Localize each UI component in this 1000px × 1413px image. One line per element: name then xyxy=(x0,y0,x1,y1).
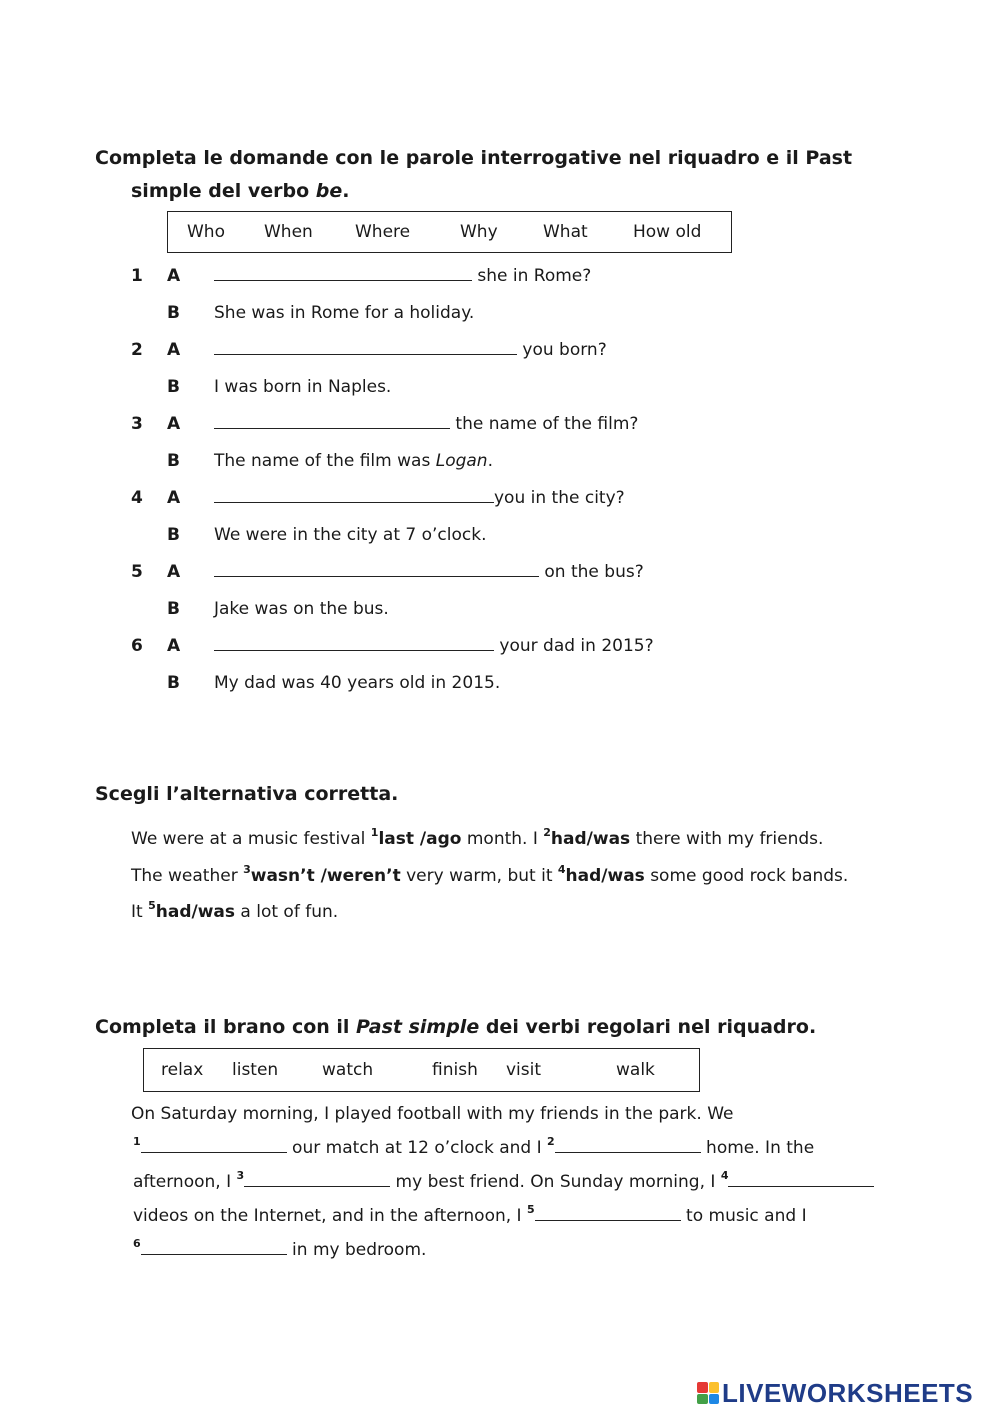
choice-3[interactable]: wasn’t /weren’t xyxy=(250,866,401,886)
exercise-3-line-2: $^1$ our match at 12 o’clock and I $^2$ home. In the xyxy=(133,1135,815,1158)
question-a: she in Rome? xyxy=(214,266,591,286)
exercise-3-title: Completa il brano con il Past simple dei verbi regolari nel riquadro. xyxy=(95,1016,817,1038)
item-letter-a: A xyxy=(167,562,181,582)
answer-blank[interactable] xyxy=(214,427,450,429)
word-how-old: How old xyxy=(633,222,702,242)
question-a: you born? xyxy=(214,340,607,360)
item-letter-b: B xyxy=(167,673,180,693)
verb-watch: watch xyxy=(322,1060,374,1080)
word-who: Who xyxy=(187,222,225,242)
choice-2[interactable]: had/was xyxy=(550,829,631,849)
gap-1[interactable] xyxy=(141,1151,287,1153)
exercise-3-line-3: afternoon, I $^3$ my best friend. On Sunday morning, I $^4$ xyxy=(133,1172,874,1192)
verb-relax: relax xyxy=(161,1060,204,1080)
gap-2[interactable] xyxy=(555,1151,701,1153)
item-number: 3 xyxy=(131,414,143,434)
item-number: 2 xyxy=(131,340,143,360)
choice-1[interactable]: last /ago xyxy=(378,829,462,849)
exercise-1-title-line2: simple del verbo be. xyxy=(131,180,350,202)
exercise-2-title: Scegli l’alternativa corretta. xyxy=(95,783,399,805)
item-letter-a: A xyxy=(167,414,181,434)
item-letter-a: A xyxy=(167,340,181,360)
answer-blank[interactable] xyxy=(214,575,539,577)
logo-text: LIVEWORKSHEETS xyxy=(722,1377,974,1408)
exercise-3-line-1: On Saturday morning, I played football with my friends in the park. We xyxy=(131,1104,734,1124)
verb-visit: visit xyxy=(506,1060,542,1080)
question-a: the name of the film? xyxy=(214,414,638,434)
item-letter-a: A xyxy=(167,636,181,656)
answer-b: My dad was 40 years old in 2015. xyxy=(214,673,501,693)
gap-6[interactable] xyxy=(141,1253,287,1255)
item-number: 4 xyxy=(131,488,143,508)
word-when: When xyxy=(264,222,313,242)
word-what: What xyxy=(543,222,588,242)
answer-b: Jake was on the bus. xyxy=(214,599,389,619)
question-a: your dad in 2015? xyxy=(214,636,654,656)
item-letter-a: A xyxy=(167,266,181,286)
question-words-box xyxy=(167,211,732,253)
item-number: 5 xyxy=(131,562,143,582)
answer-b: The name of the film was Logan. xyxy=(214,451,493,471)
gap-4[interactable] xyxy=(728,1185,874,1187)
answer-b: I was born in Naples. xyxy=(214,377,392,397)
question-a: you in the city? xyxy=(214,488,625,508)
logo-icon xyxy=(697,1382,719,1404)
gap-5[interactable] xyxy=(535,1219,681,1221)
word-why: Why xyxy=(460,222,498,242)
answer-blank[interactable] xyxy=(214,279,472,281)
word-where: Where xyxy=(355,222,411,242)
exercise-2-line-3: It $^5$had/was a lot of fun. xyxy=(131,899,339,922)
liveworksheets-logo xyxy=(697,1378,973,1408)
item-letter-b: B xyxy=(167,525,180,545)
exercise-3-line-4: videos on the Internet, and in the afternoon, I $^5$ to music and I xyxy=(133,1203,807,1226)
exercise-2-line-2: The weather $^3$wasn’t /weren’t very warm, but it $^4$had/was some good rock bands. xyxy=(131,863,849,886)
exercise-1-title-line1: Completa le domande con le parole interrogative nel riquadro e il Past xyxy=(95,147,853,169)
item-number: 6 xyxy=(131,636,143,656)
answer-blank[interactable] xyxy=(214,649,494,651)
choice-4[interactable]: had/was xyxy=(565,866,645,886)
gap-3[interactable] xyxy=(244,1185,390,1187)
verb-listen: listen xyxy=(232,1060,279,1080)
item-letter-b: B xyxy=(167,303,180,323)
choice-5[interactable]: had/was xyxy=(155,902,235,922)
item-letter-b: B xyxy=(167,599,180,619)
verb-walk: walk xyxy=(616,1060,655,1080)
exercise-3-line-5: $^6$ in my bedroom. xyxy=(133,1237,427,1260)
item-letter-b: B xyxy=(167,451,180,471)
question-a: on the bus? xyxy=(214,562,644,582)
item-letter-a: A xyxy=(167,488,181,508)
answer-blank[interactable] xyxy=(214,353,517,355)
answer-b: We were in the city at 7 o’clock. xyxy=(214,525,487,545)
item-letter-b: B xyxy=(167,377,180,397)
answer-b: She was in Rome for a holiday. xyxy=(214,303,475,323)
exercise-2-line-1: We were at a music festival $^1$last /ago month. I $^2$had/was there with my friends. xyxy=(131,826,824,849)
verbs-box xyxy=(143,1048,700,1092)
answer-blank[interactable] xyxy=(214,501,494,503)
item-number: 1 xyxy=(131,266,143,286)
verb-finish: finish xyxy=(432,1060,478,1080)
